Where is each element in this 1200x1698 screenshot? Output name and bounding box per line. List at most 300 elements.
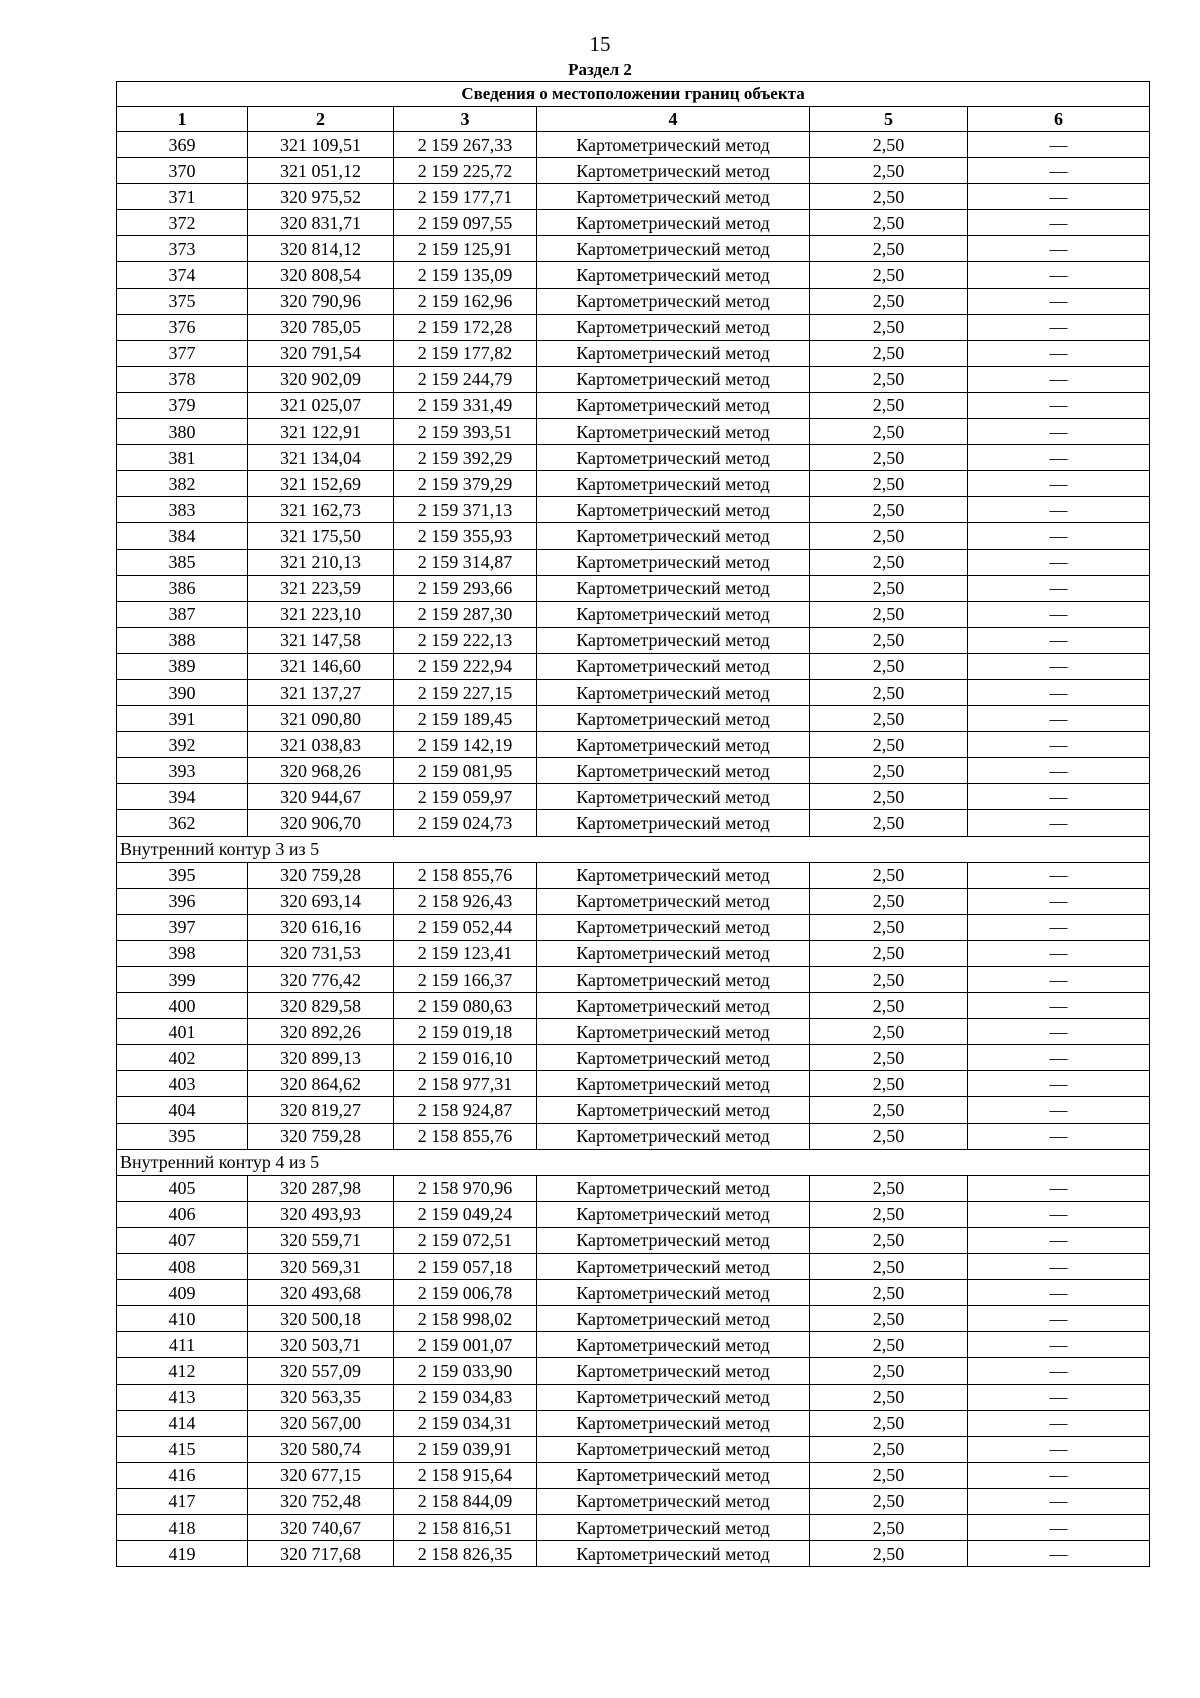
table-row [117, 993, 1150, 1019]
table-cell: 2,50 [810, 132, 968, 158]
table-cell: Картометрический метод [537, 706, 810, 732]
table-cell: — [968, 445, 1150, 471]
table-row [117, 1254, 1150, 1280]
table-row [117, 1384, 1150, 1410]
table-row [117, 888, 1150, 914]
table-cell: 2 159 172,28 [394, 314, 537, 340]
table-cell: 411 [117, 1332, 248, 1358]
table-cell: Картометрический метод [537, 940, 810, 966]
table-cell: — [968, 627, 1150, 653]
table-cell: 320 790,96 [248, 288, 394, 314]
table-cell: Картометрический метод [537, 1332, 810, 1358]
table-row [117, 1514, 1150, 1540]
table-cell: 386 [117, 575, 248, 601]
table-cell: 321 109,51 [248, 132, 394, 158]
table-cell: 320 808,54 [248, 262, 394, 288]
table-cell: Картометрический метод [537, 1410, 810, 1436]
table-cell: 418 [117, 1514, 248, 1540]
table-row [117, 706, 1150, 732]
table-cell: — [968, 158, 1150, 184]
table-cell: 320 892,26 [248, 1019, 394, 1045]
table-body [117, 82, 1150, 1567]
table-cell: 384 [117, 523, 248, 549]
table-cell: 320 776,42 [248, 967, 394, 993]
table-cell: 2,50 [810, 679, 968, 705]
table-cell: Картометрический метод [537, 1175, 810, 1201]
table-cell: — [968, 1227, 1150, 1253]
contour-label: Внутренний контур 3 из 5 [117, 836, 1150, 862]
table-cell: 320 731,53 [248, 940, 394, 966]
table-cell: 320 493,93 [248, 1201, 394, 1227]
table-cell: 390 [117, 679, 248, 705]
table-cell: Картометрический метод [537, 758, 810, 784]
table-cell: 2,50 [810, 1410, 968, 1436]
table-row [117, 549, 1150, 575]
table-cell: 2,50 [810, 1436, 968, 1462]
table-cell: 320 864,62 [248, 1071, 394, 1097]
table-row [117, 653, 1150, 679]
table-row [117, 758, 1150, 784]
table-cell: Картометрический метод [537, 1514, 810, 1540]
table-cell: 320 677,15 [248, 1462, 394, 1488]
table-cell: — [968, 1436, 1150, 1462]
table-cell: Картометрический метод [537, 679, 810, 705]
table-cell: 400 [117, 993, 248, 1019]
table-cell: 321 223,10 [248, 601, 394, 627]
table-cell: Картометрический метод [537, 158, 810, 184]
table-cell: 2 159 006,78 [394, 1280, 537, 1306]
table-cell: 410 [117, 1306, 248, 1332]
table-cell: 2,50 [810, 419, 968, 445]
table-cell: Картометрический метод [537, 1201, 810, 1227]
table-cell: Картометрический метод [537, 210, 810, 236]
table-cell: 407 [117, 1227, 248, 1253]
table-cell: 2 158 826,35 [394, 1541, 537, 1567]
table-cell: 379 [117, 392, 248, 418]
table-cell: Картометрический метод [537, 445, 810, 471]
table-row [117, 419, 1150, 445]
table-cell: 406 [117, 1201, 248, 1227]
table-cell: 321 162,73 [248, 497, 394, 523]
table-cell: Картометрический метод [537, 549, 810, 575]
table-cell: Картометрический метод [537, 1541, 810, 1567]
table-cell: 2 159 039,91 [394, 1436, 537, 1462]
table-cell: 320 559,71 [248, 1227, 394, 1253]
table-cell: 321 134,04 [248, 445, 394, 471]
table-row [117, 471, 1150, 497]
table-cell: 417 [117, 1488, 248, 1514]
column-header: 3 [394, 107, 537, 132]
table-cell: 2 159 059,97 [394, 784, 537, 810]
table-cell: 2,50 [810, 210, 968, 236]
table-row [117, 314, 1150, 340]
table-cell: 2 159 379,29 [394, 471, 537, 497]
table-cell: 2,50 [810, 1488, 968, 1514]
table-cell: 2,50 [810, 549, 968, 575]
table-row [117, 184, 1150, 210]
table-cell: — [968, 1254, 1150, 1280]
table-row [117, 158, 1150, 184]
table-row [117, 445, 1150, 471]
table-cell: 320 902,09 [248, 366, 394, 392]
table-cell: Картометрический метод [537, 627, 810, 653]
table-cell: 402 [117, 1045, 248, 1071]
table-cell: — [968, 1488, 1150, 1514]
table-cell: 2 159 267,33 [394, 132, 537, 158]
table-cell: 412 [117, 1358, 248, 1384]
table-cell: 2,50 [810, 627, 968, 653]
table-cell: 2,50 [810, 262, 968, 288]
table-cell: — [968, 184, 1150, 210]
table-cell: — [968, 914, 1150, 940]
table-cell: 414 [117, 1410, 248, 1436]
table-title: Сведения о местоположении границ объекта [117, 82, 1150, 107]
table-cell: Картометрический метод [537, 601, 810, 627]
table-cell: Картометрический метод [537, 1384, 810, 1410]
table-cell: 321 175,50 [248, 523, 394, 549]
table-cell: — [968, 392, 1150, 418]
table-cell: 321 090,80 [248, 706, 394, 732]
table-cell: 2,50 [810, 862, 968, 888]
table-cell: Картометрический метод [537, 262, 810, 288]
table-cell: 2 159 166,37 [394, 967, 537, 993]
table-cell: 2,50 [810, 392, 968, 418]
contour-label: Внутренний контур 4 из 5 [117, 1149, 1150, 1175]
table-row [117, 262, 1150, 288]
table-cell: 2 159 392,29 [394, 445, 537, 471]
table-cell: 2,50 [810, 523, 968, 549]
table-cell: 2,50 [810, 184, 968, 210]
table-cell: 2,50 [810, 601, 968, 627]
table-cell: 2 158 970,96 [394, 1175, 537, 1201]
table-row [117, 236, 1150, 262]
table-cell: — [968, 1306, 1150, 1332]
table-cell: 2 159 049,24 [394, 1201, 537, 1227]
table-cell: 320 899,13 [248, 1045, 394, 1071]
table-cell: — [968, 210, 1150, 236]
table-cell: 2,50 [810, 1254, 968, 1280]
table-cell: — [968, 575, 1150, 601]
table-cell: 380 [117, 419, 248, 445]
table-cell: 2 158 924,87 [394, 1097, 537, 1123]
table-row [117, 1123, 1150, 1149]
table-row [117, 497, 1150, 523]
table-cell: 2 159 227,15 [394, 679, 537, 705]
table-cell: 320 752,48 [248, 1488, 394, 1514]
table-cell: 320 287,98 [248, 1175, 394, 1201]
table-cell: 321 210,13 [248, 549, 394, 575]
table-row [117, 732, 1150, 758]
table-cell: 320 580,74 [248, 1436, 394, 1462]
page-number: 15 [589, 32, 611, 56]
table-cell: Картометрический метод [537, 1071, 810, 1097]
table-cell: 2 158 855,76 [394, 1123, 537, 1149]
table-cell: Картометрический метод [537, 1462, 810, 1488]
table-cell: 2,50 [810, 784, 968, 810]
table-cell: Картометрический метод [537, 993, 810, 1019]
table-cell: — [968, 1097, 1150, 1123]
table-cell: 2,50 [810, 1280, 968, 1306]
table-cell: Картометрический метод [537, 288, 810, 314]
table-cell: 320 503,71 [248, 1332, 394, 1358]
table-cell: 2,50 [810, 914, 968, 940]
table-cell: Картометрический метод [537, 366, 810, 392]
table-row [117, 1332, 1150, 1358]
table-cell: 320 968,26 [248, 758, 394, 784]
table-row [117, 1488, 1150, 1514]
table-cell: — [968, 1358, 1150, 1384]
table-cell: 2 159 331,49 [394, 392, 537, 418]
table-cell: 2 159 081,95 [394, 758, 537, 784]
table-cell: 413 [117, 1384, 248, 1410]
table-cell: 321 223,59 [248, 575, 394, 601]
table-cell: 2 159 097,55 [394, 210, 537, 236]
table-row [117, 967, 1150, 993]
table-cell: — [968, 993, 1150, 1019]
table-cell: 395 [117, 1123, 248, 1149]
table-cell: 370 [117, 158, 248, 184]
table-cell: — [968, 1514, 1150, 1540]
table-cell: — [968, 340, 1150, 366]
table-cell: — [968, 1541, 1150, 1567]
table-cell: — [968, 132, 1150, 158]
table-cell: 397 [117, 914, 248, 940]
table-cell: — [968, 1280, 1150, 1306]
table-cell: — [968, 758, 1150, 784]
table-cell: 2 159 033,90 [394, 1358, 537, 1384]
table-cell: 2 159 293,66 [394, 575, 537, 601]
table-cell: Картометрический метод [537, 1227, 810, 1253]
section-title: Раздел 2 [568, 60, 632, 79]
column-header: 6 [968, 107, 1150, 132]
table-cell: 320 717,68 [248, 1541, 394, 1567]
table-cell: — [968, 419, 1150, 445]
table-cell: — [968, 1045, 1150, 1071]
table-cell: 2,50 [810, 1514, 968, 1540]
table-cell: 2,50 [810, 288, 968, 314]
table-cell: — [968, 497, 1150, 523]
table-cell: Картометрический метод [537, 1488, 810, 1514]
table-cell: 2,50 [810, 810, 968, 836]
table-cell: Картометрический метод [537, 732, 810, 758]
column-header: 4 [537, 107, 810, 132]
table-cell: Картометрический метод [537, 1436, 810, 1462]
table-cell: Картометрический метод [537, 1306, 810, 1332]
table-row [117, 288, 1150, 314]
table-cell: 2 159 393,51 [394, 419, 537, 445]
table-cell: 2,50 [810, 967, 968, 993]
table-cell: 392 [117, 732, 248, 758]
table-cell: 2,50 [810, 1541, 968, 1567]
table-row [117, 1462, 1150, 1488]
table-cell: — [968, 1019, 1150, 1045]
table-cell: 2,50 [810, 653, 968, 679]
table-cell: 378 [117, 366, 248, 392]
table-cell: 2 159 125,91 [394, 236, 537, 262]
table-row [117, 914, 1150, 940]
table-cell: 320 819,27 [248, 1097, 394, 1123]
table-cell: 320 569,31 [248, 1254, 394, 1280]
table-cell: Картометрический метод [537, 1358, 810, 1384]
table-cell: 2,50 [810, 236, 968, 262]
boundary-coordinates-table [116, 81, 1150, 1567]
table-cell: 2 159 355,93 [394, 523, 537, 549]
table-cell: 369 [117, 132, 248, 158]
table-cell: 2,50 [810, 1227, 968, 1253]
table-row [117, 862, 1150, 888]
table-cell: 2,50 [810, 1123, 968, 1149]
table-row [117, 210, 1150, 236]
table-cell: 2,50 [810, 706, 968, 732]
table-cell: — [968, 862, 1150, 888]
table-cell: 320 829,58 [248, 993, 394, 1019]
table-cell: — [968, 1175, 1150, 1201]
table-cell: 320 759,28 [248, 862, 394, 888]
table-cell: 415 [117, 1436, 248, 1462]
table-cell: Картометрический метод [537, 653, 810, 679]
table-cell: 2 159 177,82 [394, 340, 537, 366]
table-cell: 320 616,16 [248, 914, 394, 940]
table-cell: 2,50 [810, 497, 968, 523]
table-row [117, 1306, 1150, 1332]
table-cell: Картометрический метод [537, 340, 810, 366]
table-cell: 403 [117, 1071, 248, 1097]
table-cell: — [968, 653, 1150, 679]
table-cell: — [968, 732, 1150, 758]
table-cell: 320 975,52 [248, 184, 394, 210]
table-cell: 394 [117, 784, 248, 810]
table-cell: 320 791,54 [248, 340, 394, 366]
table-cell: 320 567,00 [248, 1410, 394, 1436]
table-row [117, 1019, 1150, 1045]
table-cell: 362 [117, 810, 248, 836]
table-row [117, 340, 1150, 366]
table-cell: 320 785,05 [248, 314, 394, 340]
table-cell: 375 [117, 288, 248, 314]
table-cell: 2 159 016,10 [394, 1045, 537, 1071]
table-cell: 320 493,68 [248, 1280, 394, 1306]
table-cell: 2 159 162,96 [394, 288, 537, 314]
table-cell: Картометрический метод [537, 523, 810, 549]
table-cell: 321 025,07 [248, 392, 394, 418]
table-cell: 2 159 189,45 [394, 706, 537, 732]
table-row [117, 1410, 1150, 1436]
table-cell: 383 [117, 497, 248, 523]
table-cell: 320 557,09 [248, 1358, 394, 1384]
table-cell: 320 814,12 [248, 236, 394, 262]
table-cell: 419 [117, 1541, 248, 1567]
table-cell: 372 [117, 210, 248, 236]
table-row [117, 1541, 1150, 1567]
table-cell: 2 158 915,64 [394, 1462, 537, 1488]
table-cell: 321 038,83 [248, 732, 394, 758]
table-cell: 321 137,27 [248, 679, 394, 705]
table-row [117, 1097, 1150, 1123]
table-row [117, 810, 1150, 836]
table-cell: — [968, 471, 1150, 497]
table-cell: Картометрический метод [537, 1280, 810, 1306]
table-cell: 2,50 [810, 1358, 968, 1384]
table-cell: — [968, 1201, 1150, 1227]
table-cell: Картометрический метод [537, 392, 810, 418]
table-cell: 320 944,67 [248, 784, 394, 810]
table-cell: — [968, 601, 1150, 627]
table-cell: Картометрический метод [537, 784, 810, 810]
table-cell: Картометрический метод [537, 497, 810, 523]
table-row [117, 575, 1150, 601]
table-cell: Картометрический метод [537, 1045, 810, 1071]
table-cell: 404 [117, 1097, 248, 1123]
table-row [117, 1071, 1150, 1097]
table-cell: 389 [117, 653, 248, 679]
table-row [117, 1045, 1150, 1071]
table-row [117, 132, 1150, 158]
table-cell: 320 906,70 [248, 810, 394, 836]
table-row [117, 1175, 1150, 1201]
contour-label-row [117, 1149, 1150, 1175]
table-row [117, 940, 1150, 966]
table-cell: Картометрический метод [537, 888, 810, 914]
table-cell: 2 159 034,31 [394, 1410, 537, 1436]
table-cell: Картометрический метод [537, 419, 810, 445]
table-row [117, 1280, 1150, 1306]
table-row [117, 1227, 1150, 1253]
table-cell: 2 159 072,51 [394, 1227, 537, 1253]
table-cell: — [968, 236, 1150, 262]
table-cell: 321 146,60 [248, 653, 394, 679]
table-cell: 2 159 024,73 [394, 810, 537, 836]
table-cell: — [968, 888, 1150, 914]
table-cell: 2,50 [810, 758, 968, 784]
table-cell: 371 [117, 184, 248, 210]
table-cell: — [968, 523, 1150, 549]
table-row [117, 366, 1150, 392]
table-cell: 382 [117, 471, 248, 497]
table-cell: 2 158 998,02 [394, 1306, 537, 1332]
table-cell: 2,50 [810, 158, 968, 184]
table-caption-row [117, 82, 1150, 107]
table-cell: 320 740,67 [248, 1514, 394, 1540]
table-cell: 2 159 135,09 [394, 262, 537, 288]
table-cell: 396 [117, 888, 248, 914]
table-cell: 2 159 080,63 [394, 993, 537, 1019]
column-header: 2 [248, 107, 394, 132]
table-cell: 2 159 371,13 [394, 497, 537, 523]
table-cell: 320 693,14 [248, 888, 394, 914]
table-cell: 321 051,12 [248, 158, 394, 184]
table-cell: 2 159 142,19 [394, 732, 537, 758]
column-header: 5 [810, 107, 968, 132]
table-cell: 381 [117, 445, 248, 471]
table-cell: 2,50 [810, 1462, 968, 1488]
table-cell: 401 [117, 1019, 248, 1045]
table-cell: 320 831,71 [248, 210, 394, 236]
table-cell: — [968, 288, 1150, 314]
table-row [117, 784, 1150, 810]
table-row [117, 1358, 1150, 1384]
table-row [117, 392, 1150, 418]
table-cell: 388 [117, 627, 248, 653]
table-cell: — [968, 810, 1150, 836]
table-cell: — [968, 314, 1150, 340]
table-cell: 2 159 287,30 [394, 601, 537, 627]
table-cell: 2,50 [810, 732, 968, 758]
table-cell: 2 159 034,83 [394, 1384, 537, 1410]
table-cell: 2,50 [810, 575, 968, 601]
table-cell: 405 [117, 1175, 248, 1201]
table-cell: 2 159 314,87 [394, 549, 537, 575]
table-cell: — [968, 549, 1150, 575]
